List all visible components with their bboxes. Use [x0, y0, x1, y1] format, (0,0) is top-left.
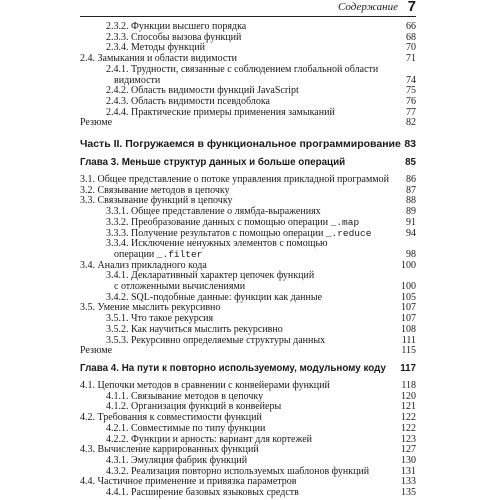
toc-page-number: 98	[406, 248, 416, 260]
toc-entry-title: 3.3. Связывание функций в цепочку	[80, 195, 233, 207]
toc-page-number: 85	[405, 157, 416, 169]
toc-entry	[80, 363, 416, 375]
toc-page-number: 121	[401, 401, 416, 413]
toc-page-number: 71	[406, 53, 416, 65]
toc-entry	[80, 239, 416, 260]
toc-entry-title: 4.1. Цепочки методов в сравнении с конвейерами функций	[80, 379, 330, 391]
toc-page-number: 74	[406, 74, 416, 86]
toc-entry-title: 4.2.2. Функции и арность: вариант для кортежей	[106, 433, 313, 445]
toc-entry-title: 3.4.2. SQL-подобные данные: функции как данные	[106, 291, 323, 303]
toc-entry-title: 3.4. Анализ прикладного кода	[80, 259, 207, 271]
toc-page-number: 123	[401, 433, 416, 445]
toc-entry-continuation: видимости	[114, 74, 161, 86]
toc-entry-title: Глава 3. Меньше структур данных и больше операций	[80, 157, 346, 169]
toc-entry-title: 4.2.1. Совместимые по типу функции	[106, 422, 266, 434]
toc-page-number: 83	[404, 138, 416, 151]
toc-page-number: 100	[401, 259, 416, 271]
toc-page-number: 91	[406, 216, 416, 228]
toc-entry-title: 2.3.2. Функции высшего порядка	[106, 21, 247, 32]
toc-entry-title: 2.4. Замыкания и области видимости	[80, 53, 237, 65]
toc-entry-title: 3.5.3. Рекурсивно определяемые структуры данных	[106, 334, 326, 346]
toc-entry-title: Резюме	[80, 345, 113, 357]
toc-entry	[80, 488, 416, 499]
toc-page-number: 87	[406, 184, 416, 196]
toc-entry	[80, 65, 416, 86]
toc-page-number: 108	[401, 323, 416, 335]
toc-page-number: 107	[401, 313, 416, 325]
toc-entry-title: 4.3.2. Реализация повторно используемых шаблонов функций	[106, 465, 370, 477]
toc-page-number: 115	[401, 345, 416, 357]
toc-entry-title: 4.4.1. Расширение базовых языковых средств	[106, 487, 299, 499]
toc-entry	[80, 157, 416, 169]
toc-entry-title: 3.4.1. Декларативный характер цепочек функций с отложенными вычислениями	[106, 270, 315, 293]
toc-entry-title: 3.3.1. Общее представление о лямбда-выражениях	[106, 206, 321, 218]
toc-page-number: 88	[406, 195, 416, 207]
toc-page-number: 86	[406, 174, 416, 186]
toc-entry	[80, 336, 416, 347]
running-header-title: Содержание	[337, 1, 398, 13]
toc-page-number: 133	[401, 476, 416, 488]
toc-entry-title: 2.3.3. Способы вызова функций	[106, 31, 242, 43]
toc-page-number: 75	[406, 85, 416, 97]
toc-entry-title: 2.4.3. Область видимости псевдоблока	[106, 95, 270, 107]
toc-page-number: 122	[401, 422, 416, 434]
toc-page-number: 105	[401, 291, 416, 303]
toc-entry	[80, 118, 416, 129]
toc-page-number: 89	[406, 206, 416, 218]
toc-page-number: 120	[401, 390, 416, 402]
toc-entry-title: 4.4. Частичное применение и привязка параметров	[80, 476, 297, 488]
toc-entry-title: 3.5. Умение мыслить рекурсивно	[80, 302, 221, 314]
toc-page-number: 70	[406, 42, 416, 54]
toc-entry-title: 2.4.4. Практические примеры применения замыканий	[106, 106, 335, 118]
toc-entry-continuation: операции _.filter	[114, 248, 203, 260]
toc-entry	[80, 138, 416, 151]
toc-page-number: 82	[406, 117, 416, 129]
code-fragment: _.map	[330, 216, 360, 228]
toc-page-number: 111	[401, 334, 416, 346]
toc-entry-title: Глава 4. На пути к повторно используемому, модульному коду	[80, 362, 386, 374]
toc-page-number: 94	[406, 227, 416, 239]
toc-page-number: 118	[401, 379, 416, 391]
toc-page-number: 76	[406, 95, 416, 107]
toc-entry-title: 3.3.2. Преобразование данных с помощью операции _.map	[106, 216, 360, 228]
toc-page-number: 122	[401, 412, 416, 424]
toc-entry-title: 4.1.2. Организация функций в конвейеры	[106, 401, 282, 413]
toc-page-number: 100	[401, 281, 416, 293]
page-number: 7	[407, 0, 416, 15]
toc-entry-continuation: с отложенными вычислениями	[114, 281, 246, 293]
toc-page-number: 68	[406, 31, 416, 43]
toc-entry-title: 3.1. Общее представление о потоке управления прикладной программой	[80, 174, 389, 186]
toc-entry-title: Часть II. Погружаемся в функциональное программирование	[80, 138, 401, 151]
toc-entry-title: 3.3.3. Получение результатов с помощью операции _.reduce	[106, 227, 372, 239]
toc-entry	[80, 108, 416, 119]
toc-entry-title: 2.4.1. Трудности, связанные с соблюдением глобальной области видимости	[106, 63, 379, 86]
running-header	[80, 0, 416, 17]
toc-entry-title: 3.2. Связывание методов в цепочку	[80, 184, 230, 196]
code-fragment: _.reduce	[325, 227, 372, 239]
toc-entry-title: 3.5.2. Как научиться мыслить рекурсивно	[106, 323, 283, 335]
toc-entry-title: 2.4.2. Область видимости функций JavaScript	[106, 85, 299, 97]
toc-entry-title: 3.5.1. Что такое рекурсия	[106, 313, 214, 325]
toc-entry-title: 4.2. Требования к совместимости функций	[80, 412, 262, 424]
table-of-contents	[80, 22, 416, 499]
toc-entry-title: 4.1.1. Связывание методов в цепочку	[106, 390, 264, 402]
toc-page-number: 77	[406, 106, 416, 118]
toc-page-number: 130	[401, 454, 416, 466]
toc-entry-title: Резюме	[80, 117, 113, 129]
toc-entry-title: 3.3.4. Исключение ненужных элементов с помощью операции _.filter	[106, 238, 328, 260]
toc-page-number: 131	[401, 465, 416, 477]
toc-page-number: 66	[406, 21, 416, 32]
toc-page-number: 127	[401, 444, 416, 456]
toc-entry-title: 2.3.4. Методы функций	[106, 42, 205, 54]
toc-entry	[80, 346, 416, 357]
toc-entry	[80, 271, 416, 292]
code-fragment: _.filter	[156, 248, 203, 260]
toc-entry-title: 4.3. Вычисление каррированных функций	[80, 444, 259, 456]
toc-page-number: 107	[401, 302, 416, 314]
toc-entry-title: 4.3.1. Эмуляция фабрик функций	[106, 454, 248, 466]
toc-page-number: 135	[401, 487, 416, 499]
toc-page-number: 117	[400, 362, 416, 374]
